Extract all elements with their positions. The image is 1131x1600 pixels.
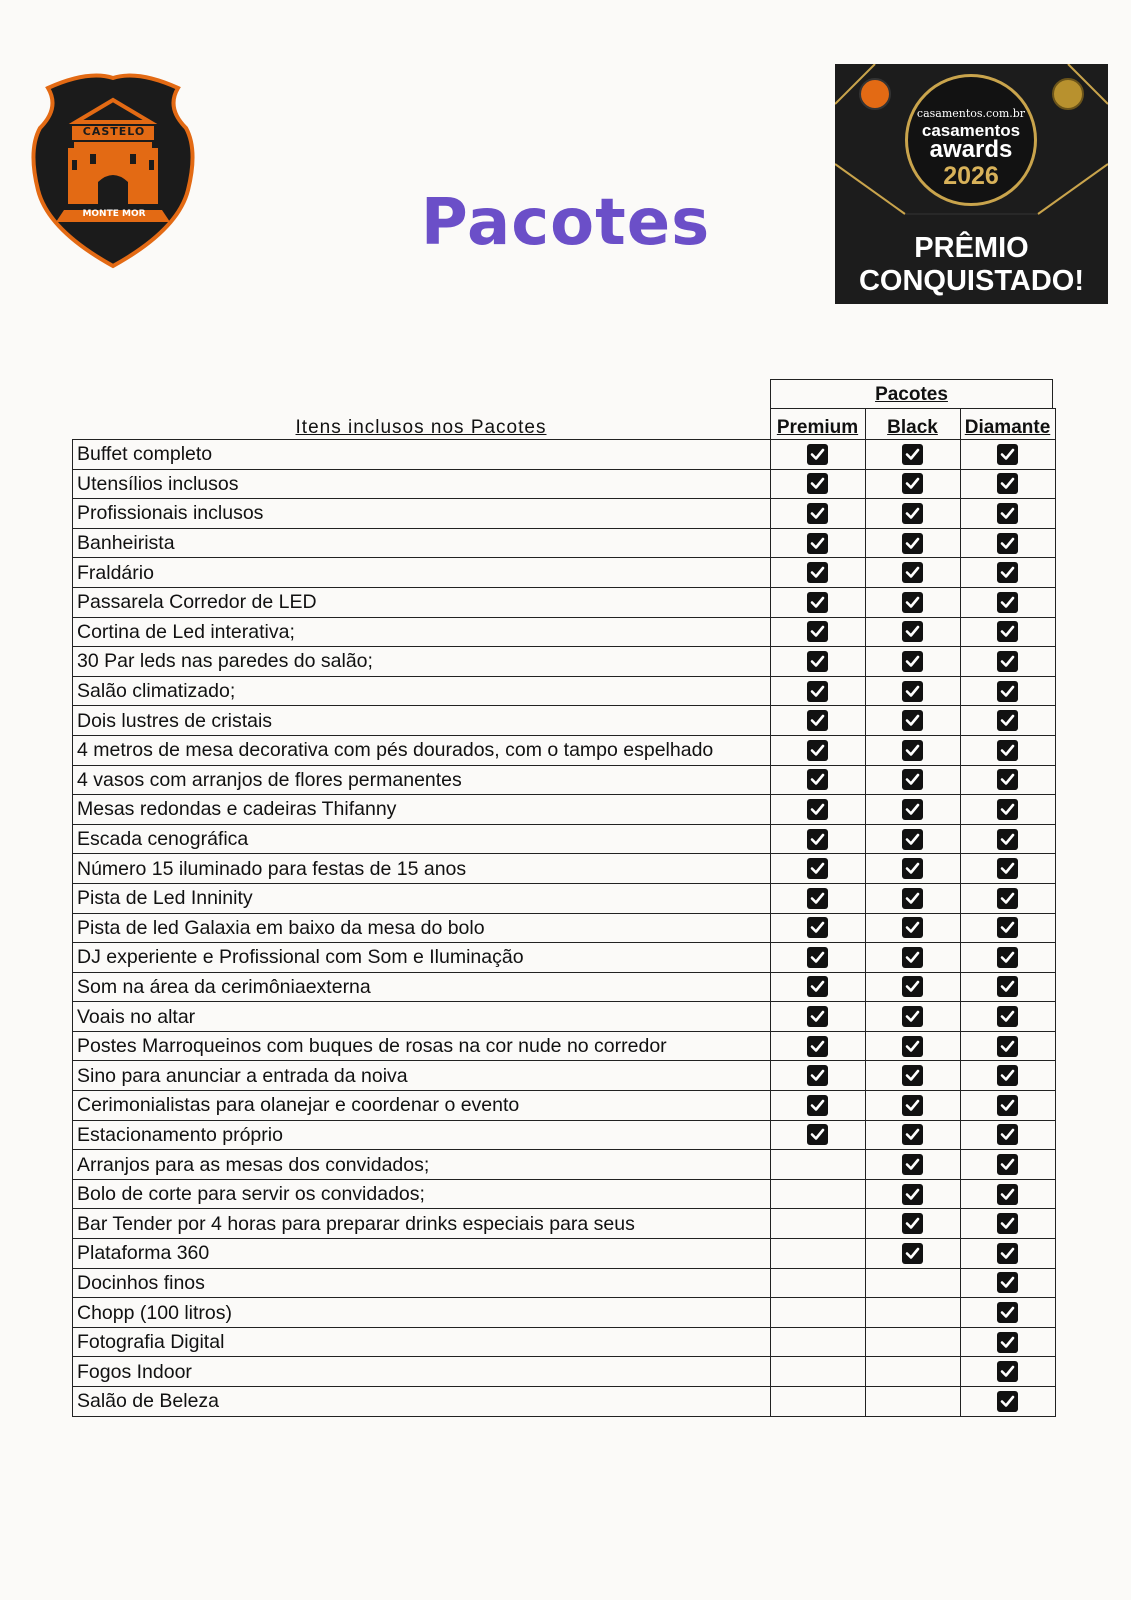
premium-cell: [770, 883, 865, 913]
checkbox-checked-icon: [997, 1065, 1018, 1086]
table-row: [73, 1239, 1056, 1269]
checkbox-checked-icon: [807, 473, 828, 494]
table-row: [73, 1357, 1056, 1387]
table-row: [73, 706, 1056, 736]
checkbox-checked-icon: [997, 592, 1018, 613]
diamante-cell: [960, 440, 1055, 470]
table-row: [73, 617, 1056, 647]
premium-cell: [770, 1327, 865, 1357]
item-label: Pista de Led Inninity: [73, 883, 771, 913]
checkbox-checked-icon: [902, 740, 923, 761]
checkbox-checked-icon: [807, 1006, 828, 1027]
premium-cell: [770, 1209, 865, 1239]
premium-cell: [770, 587, 865, 617]
table-row: [73, 558, 1056, 588]
premium-cell: [770, 1357, 865, 1387]
checkbox-checked-icon: [807, 681, 828, 702]
premium-cell: [770, 706, 865, 736]
items-column-header: Itens inclusos nos Pacotes: [295, 417, 547, 438]
item-label: Bar Tender por 4 horas para preparar drinks especiais para seus: [73, 1209, 771, 1239]
checkbox-checked-icon: [997, 562, 1018, 583]
logo-text-castelo: CASTELO: [82, 125, 146, 138]
black-cell: [865, 972, 960, 1002]
checkbox-checked-icon: [807, 651, 828, 672]
item-label: Cortina de Led interativa;: [73, 617, 771, 647]
checkbox-checked-icon: [902, 947, 923, 968]
black-cell: [865, 1120, 960, 1150]
checkbox-checked-icon: [807, 829, 828, 850]
premium-cell: [770, 499, 865, 529]
black-cell: [865, 1031, 960, 1061]
checkbox-checked-icon: [902, 858, 923, 879]
table-row: [73, 528, 1056, 558]
item-label: Bolo de corte para servir os convidados;: [73, 1179, 771, 1209]
diamante-cell: [960, 1002, 1055, 1032]
checkbox-checked-icon: [807, 976, 828, 997]
item-label: 30 Par leds nas paredes do salão;: [73, 647, 771, 677]
premium-cell: [770, 1239, 865, 1269]
diamante-cell: [960, 1209, 1055, 1239]
diamante-cell: [960, 795, 1055, 825]
item-label: Chopp (100 litros): [73, 1298, 771, 1328]
premium-cell: [770, 854, 865, 884]
checkbox-checked-icon: [997, 1391, 1018, 1412]
table-row: [73, 1387, 1056, 1417]
checkbox-checked-icon: [997, 710, 1018, 731]
premium-cell: [770, 1268, 865, 1298]
checkbox-checked-icon: [997, 444, 1018, 465]
table-row: [73, 1091, 1056, 1121]
diamante-cell: [960, 1150, 1055, 1180]
page-title: Pacotes: [420, 186, 711, 260]
checkbox-checked-icon: [997, 473, 1018, 494]
premium-cell: [770, 1298, 865, 1328]
table-row: [73, 1120, 1056, 1150]
checkbox-checked-icon: [997, 769, 1018, 790]
item-label: Fotografia Digital: [73, 1327, 771, 1357]
black-cell: [865, 1209, 960, 1239]
table-row: [73, 735, 1056, 765]
black-cell: [865, 558, 960, 588]
item-label: Salão climatizado;: [73, 676, 771, 706]
checkbox-checked-icon: [997, 1361, 1018, 1382]
diamante-cell: [960, 913, 1055, 943]
item-label: DJ experiente e Profissional com Som e Iluminação: [73, 943, 771, 973]
table-row: [73, 499, 1056, 529]
table-row: [73, 765, 1056, 795]
checkbox-checked-icon: [997, 621, 1018, 642]
table-row: [73, 1031, 1056, 1061]
checkbox-checked-icon: [997, 1184, 1018, 1205]
item-label: Som na área da cerimôniaexterna: [73, 972, 771, 1002]
black-cell: [865, 735, 960, 765]
diamante-cell: [960, 883, 1055, 913]
item-label: Profissionais inclusos: [73, 499, 771, 529]
black-cell: [865, 706, 960, 736]
diamante-cell: [960, 735, 1055, 765]
checkbox-checked-icon: [997, 503, 1018, 524]
premium-cell: [770, 440, 865, 470]
checkbox-checked-icon: [807, 769, 828, 790]
item-label: Arranjos para as mesas dos convidados;: [73, 1150, 771, 1180]
black-cell: [865, 1357, 960, 1387]
award-brand: casamentos: [921, 121, 1021, 140]
checkbox-checked-icon: [902, 681, 923, 702]
premium-cell: [770, 765, 865, 795]
premium-cell: [770, 1091, 865, 1121]
diamante-cell: [960, 1327, 1055, 1357]
diamante-cell: [960, 647, 1055, 677]
black-cell: [865, 795, 960, 825]
checkbox-checked-icon: [902, 1213, 923, 1234]
table-row: [73, 972, 1056, 1002]
diamante-cell: [960, 1357, 1055, 1387]
award-site: casamentos.com.br: [916, 107, 1026, 120]
checkbox-checked-icon: [807, 562, 828, 583]
black-cell: [865, 1061, 960, 1091]
diamante-cell: [960, 943, 1055, 973]
checkbox-checked-icon: [807, 1095, 828, 1116]
table-row: [73, 943, 1056, 973]
checkbox-checked-icon: [997, 1154, 1018, 1175]
checkbox-checked-icon: [902, 592, 923, 613]
checkbox-checked-icon: [807, 533, 828, 554]
diamante-cell: [960, 1268, 1055, 1298]
item-label: Estacionamento próprio: [73, 1120, 771, 1150]
black-cell: [865, 469, 960, 499]
premium-cell: [770, 1002, 865, 1032]
checkbox-checked-icon: [902, 799, 923, 820]
premium-cell: [770, 1387, 865, 1417]
checkbox-checked-icon: [902, 1184, 923, 1205]
checkbox-checked-icon: [997, 917, 1018, 938]
table-header-row: [73, 409, 1056, 440]
item-label: Docinhos finos: [73, 1268, 771, 1298]
table-row: [73, 854, 1056, 884]
packages-table: [72, 408, 1056, 1417]
table-row: [73, 440, 1056, 470]
item-label: Plataforma 360: [73, 1239, 771, 1269]
black-cell: [865, 883, 960, 913]
diamante-cell: [960, 1120, 1055, 1150]
premium-cell: [770, 972, 865, 1002]
diamante-cell: [960, 1091, 1055, 1121]
checkbox-checked-icon: [807, 444, 828, 465]
table-row: [73, 1150, 1056, 1180]
checkbox-checked-icon: [807, 1065, 828, 1086]
checkbox-checked-icon: [902, 503, 923, 524]
black-cell: [865, 440, 960, 470]
black-cell: [865, 913, 960, 943]
black-cell: [865, 854, 960, 884]
premium-cell: [770, 913, 865, 943]
diamante-cell: [960, 824, 1055, 854]
table-row: [73, 587, 1056, 617]
item-label: Fraldário: [73, 558, 771, 588]
checkbox-checked-icon: [997, 651, 1018, 672]
table-row: [73, 1061, 1056, 1091]
checkbox-checked-icon: [807, 621, 828, 642]
table-row: [73, 1179, 1056, 1209]
black-cell: [865, 499, 960, 529]
black-cell: [865, 1268, 960, 1298]
diamante-cell: [960, 706, 1055, 736]
checkbox-checked-icon: [997, 1036, 1018, 1057]
table-row: [73, 1002, 1056, 1032]
checkbox-checked-icon: [902, 1036, 923, 1057]
checkbox-checked-icon: [902, 473, 923, 494]
checkbox-checked-icon: [997, 1095, 1018, 1116]
checkbox-checked-icon: [807, 1124, 828, 1145]
diamante-cell: [960, 1031, 1055, 1061]
award-prize-line2: CONQUISTADO!: [858, 265, 1084, 297]
item-label: Mesas redondas e cadeiras Thifanny: [73, 795, 771, 825]
checkbox-checked-icon: [807, 1036, 828, 1057]
item-label: Dois lustres de cristais: [73, 706, 771, 736]
diamante-cell: [960, 1179, 1055, 1209]
award-awards-label: awards: [929, 136, 1013, 163]
premium-cell: [770, 469, 865, 499]
premium-column-header: Premium: [770, 409, 865, 440]
checkbox-checked-icon: [902, 1124, 923, 1145]
premium-cell: [770, 1120, 865, 1150]
casamentos-awards-badge: [835, 64, 1108, 304]
checkbox-checked-icon: [997, 1302, 1018, 1323]
checkbox-checked-icon: [997, 888, 1018, 909]
diamante-cell: [960, 854, 1055, 884]
table-row: [73, 824, 1056, 854]
checkbox-checked-icon: [997, 1124, 1018, 1145]
item-label: 4 vasos com arranjos de flores permanentes: [73, 765, 771, 795]
checkbox-checked-icon: [807, 710, 828, 731]
checkbox-checked-icon: [902, 1095, 923, 1116]
diamante-cell: [960, 587, 1055, 617]
premium-cell: [770, 528, 865, 558]
checkbox-checked-icon: [997, 1272, 1018, 1293]
black-cell: [865, 1327, 960, 1357]
item-label: Salão de Beleza: [73, 1387, 771, 1417]
packages-group-header: Pacotes: [770, 379, 1053, 408]
checkbox-checked-icon: [997, 799, 1018, 820]
black-column-header: Black: [865, 409, 960, 440]
table-row: [73, 469, 1056, 499]
item-label: Passarela Corredor de LED: [73, 587, 771, 617]
item-label: Banheirista: [73, 528, 771, 558]
checkbox-checked-icon: [902, 888, 923, 909]
premium-cell: [770, 617, 865, 647]
table-row: [73, 883, 1056, 913]
castle-badge-icon: [859, 78, 891, 110]
black-cell: [865, 617, 960, 647]
checkbox-checked-icon: [902, 1243, 923, 1264]
black-cell: [865, 765, 960, 795]
award-year: 2026: [943, 162, 999, 190]
checkbox-checked-icon: [902, 444, 923, 465]
table-row: [73, 1298, 1056, 1328]
diamante-cell: [960, 1387, 1055, 1417]
item-label: Escada cenográfica: [73, 824, 771, 854]
premium-cell: [770, 1061, 865, 1091]
item-label: Buffet completo: [73, 440, 771, 470]
checkbox-checked-icon: [807, 888, 828, 909]
checkbox-checked-icon: [902, 976, 923, 997]
checkbox-checked-icon: [902, 1006, 923, 1027]
diamante-cell: [960, 617, 1055, 647]
premium-cell: [770, 795, 865, 825]
award-prize-line1: PRÊMIO: [914, 232, 1029, 264]
premium-cell: [770, 943, 865, 973]
table-row: [73, 1209, 1056, 1239]
ten-years-seal-icon: [1052, 78, 1084, 110]
checkbox-checked-icon: [997, 1006, 1018, 1027]
black-cell: [865, 1239, 960, 1269]
checkbox-checked-icon: [807, 917, 828, 938]
item-label: Fogos Indoor: [73, 1357, 771, 1387]
item-label: Pista de led Galaxia em baixo da mesa do bolo: [73, 913, 771, 943]
diamante-cell: [960, 765, 1055, 795]
checkbox-checked-icon: [997, 858, 1018, 879]
black-cell: [865, 528, 960, 558]
diamante-cell: [960, 558, 1055, 588]
table-row: [73, 647, 1056, 677]
black-cell: [865, 647, 960, 677]
item-label: Voais no altar: [73, 1002, 771, 1032]
diamante-cell: [960, 499, 1055, 529]
checkbox-checked-icon: [997, 681, 1018, 702]
checkbox-checked-icon: [902, 829, 923, 850]
diamante-cell: [960, 1061, 1055, 1091]
diamante-cell: [960, 528, 1055, 558]
checkbox-checked-icon: [997, 976, 1018, 997]
table-row: [73, 1327, 1056, 1357]
diamante-cell: [960, 1239, 1055, 1269]
premium-cell: [770, 824, 865, 854]
checkbox-checked-icon: [997, 740, 1018, 761]
diamante-cell: [960, 676, 1055, 706]
checkbox-checked-icon: [807, 592, 828, 613]
checkbox-checked-icon: [902, 769, 923, 790]
checkbox-checked-icon: [807, 503, 828, 524]
logo-text-monte-mor: MONTE MOR: [82, 209, 146, 219]
checkbox-checked-icon: [902, 917, 923, 938]
checkbox-checked-icon: [902, 1154, 923, 1175]
checkbox-checked-icon: [997, 533, 1018, 554]
diamante-cell: [960, 972, 1055, 1002]
table-row: [73, 795, 1056, 825]
checkbox-checked-icon: [997, 1243, 1018, 1264]
black-cell: [865, 676, 960, 706]
black-cell: [865, 824, 960, 854]
checkbox-checked-icon: [902, 533, 923, 554]
premium-cell: [770, 676, 865, 706]
black-cell: [865, 1179, 960, 1209]
checkbox-checked-icon: [807, 740, 828, 761]
checkbox-checked-icon: [807, 799, 828, 820]
checkbox-checked-icon: [997, 947, 1018, 968]
checkbox-checked-icon: [902, 1065, 923, 1086]
checkbox-checked-icon: [902, 621, 923, 642]
premium-cell: [770, 647, 865, 677]
black-cell: [865, 1002, 960, 1032]
diamante-cell: [960, 1298, 1055, 1328]
black-cell: [865, 1387, 960, 1417]
checkbox-checked-icon: [997, 1332, 1018, 1353]
black-cell: [865, 1150, 960, 1180]
premium-cell: [770, 558, 865, 588]
checkbox-checked-icon: [902, 710, 923, 731]
premium-cell: [770, 1179, 865, 1209]
checkbox-checked-icon: [997, 829, 1018, 850]
item-label: 4 metros de mesa decorativa com pés dourados, com o tampo espelhado: [73, 735, 771, 765]
item-label: Cerimonialistas para olanejar e coordenar o evento: [73, 1091, 771, 1121]
table-row: [73, 1268, 1056, 1298]
diamante-cell: [960, 469, 1055, 499]
premium-cell: [770, 1031, 865, 1061]
black-cell: [865, 1091, 960, 1121]
item-label: Número 15 iluminado para festas de 15 anos: [73, 854, 771, 884]
item-label: Utensílios inclusos: [73, 469, 771, 499]
checkbox-checked-icon: [997, 1213, 1018, 1234]
item-label: Sino para anunciar a entrada da noiva: [73, 1061, 771, 1091]
black-cell: [865, 1298, 960, 1328]
diamante-column-header: Diamante: [960, 409, 1055, 440]
checkbox-checked-icon: [807, 947, 828, 968]
checkbox-checked-icon: [902, 651, 923, 672]
premium-cell: [770, 735, 865, 765]
checkbox-checked-icon: [902, 562, 923, 583]
black-cell: [865, 943, 960, 973]
table-row: [73, 676, 1056, 706]
black-cell: [865, 587, 960, 617]
table-row: [73, 913, 1056, 943]
premium-cell: [770, 1150, 865, 1180]
checkbox-checked-icon: [807, 858, 828, 879]
item-label: Postes Marroqueinos com buques de rosas na cor nude no corredor: [73, 1031, 771, 1061]
